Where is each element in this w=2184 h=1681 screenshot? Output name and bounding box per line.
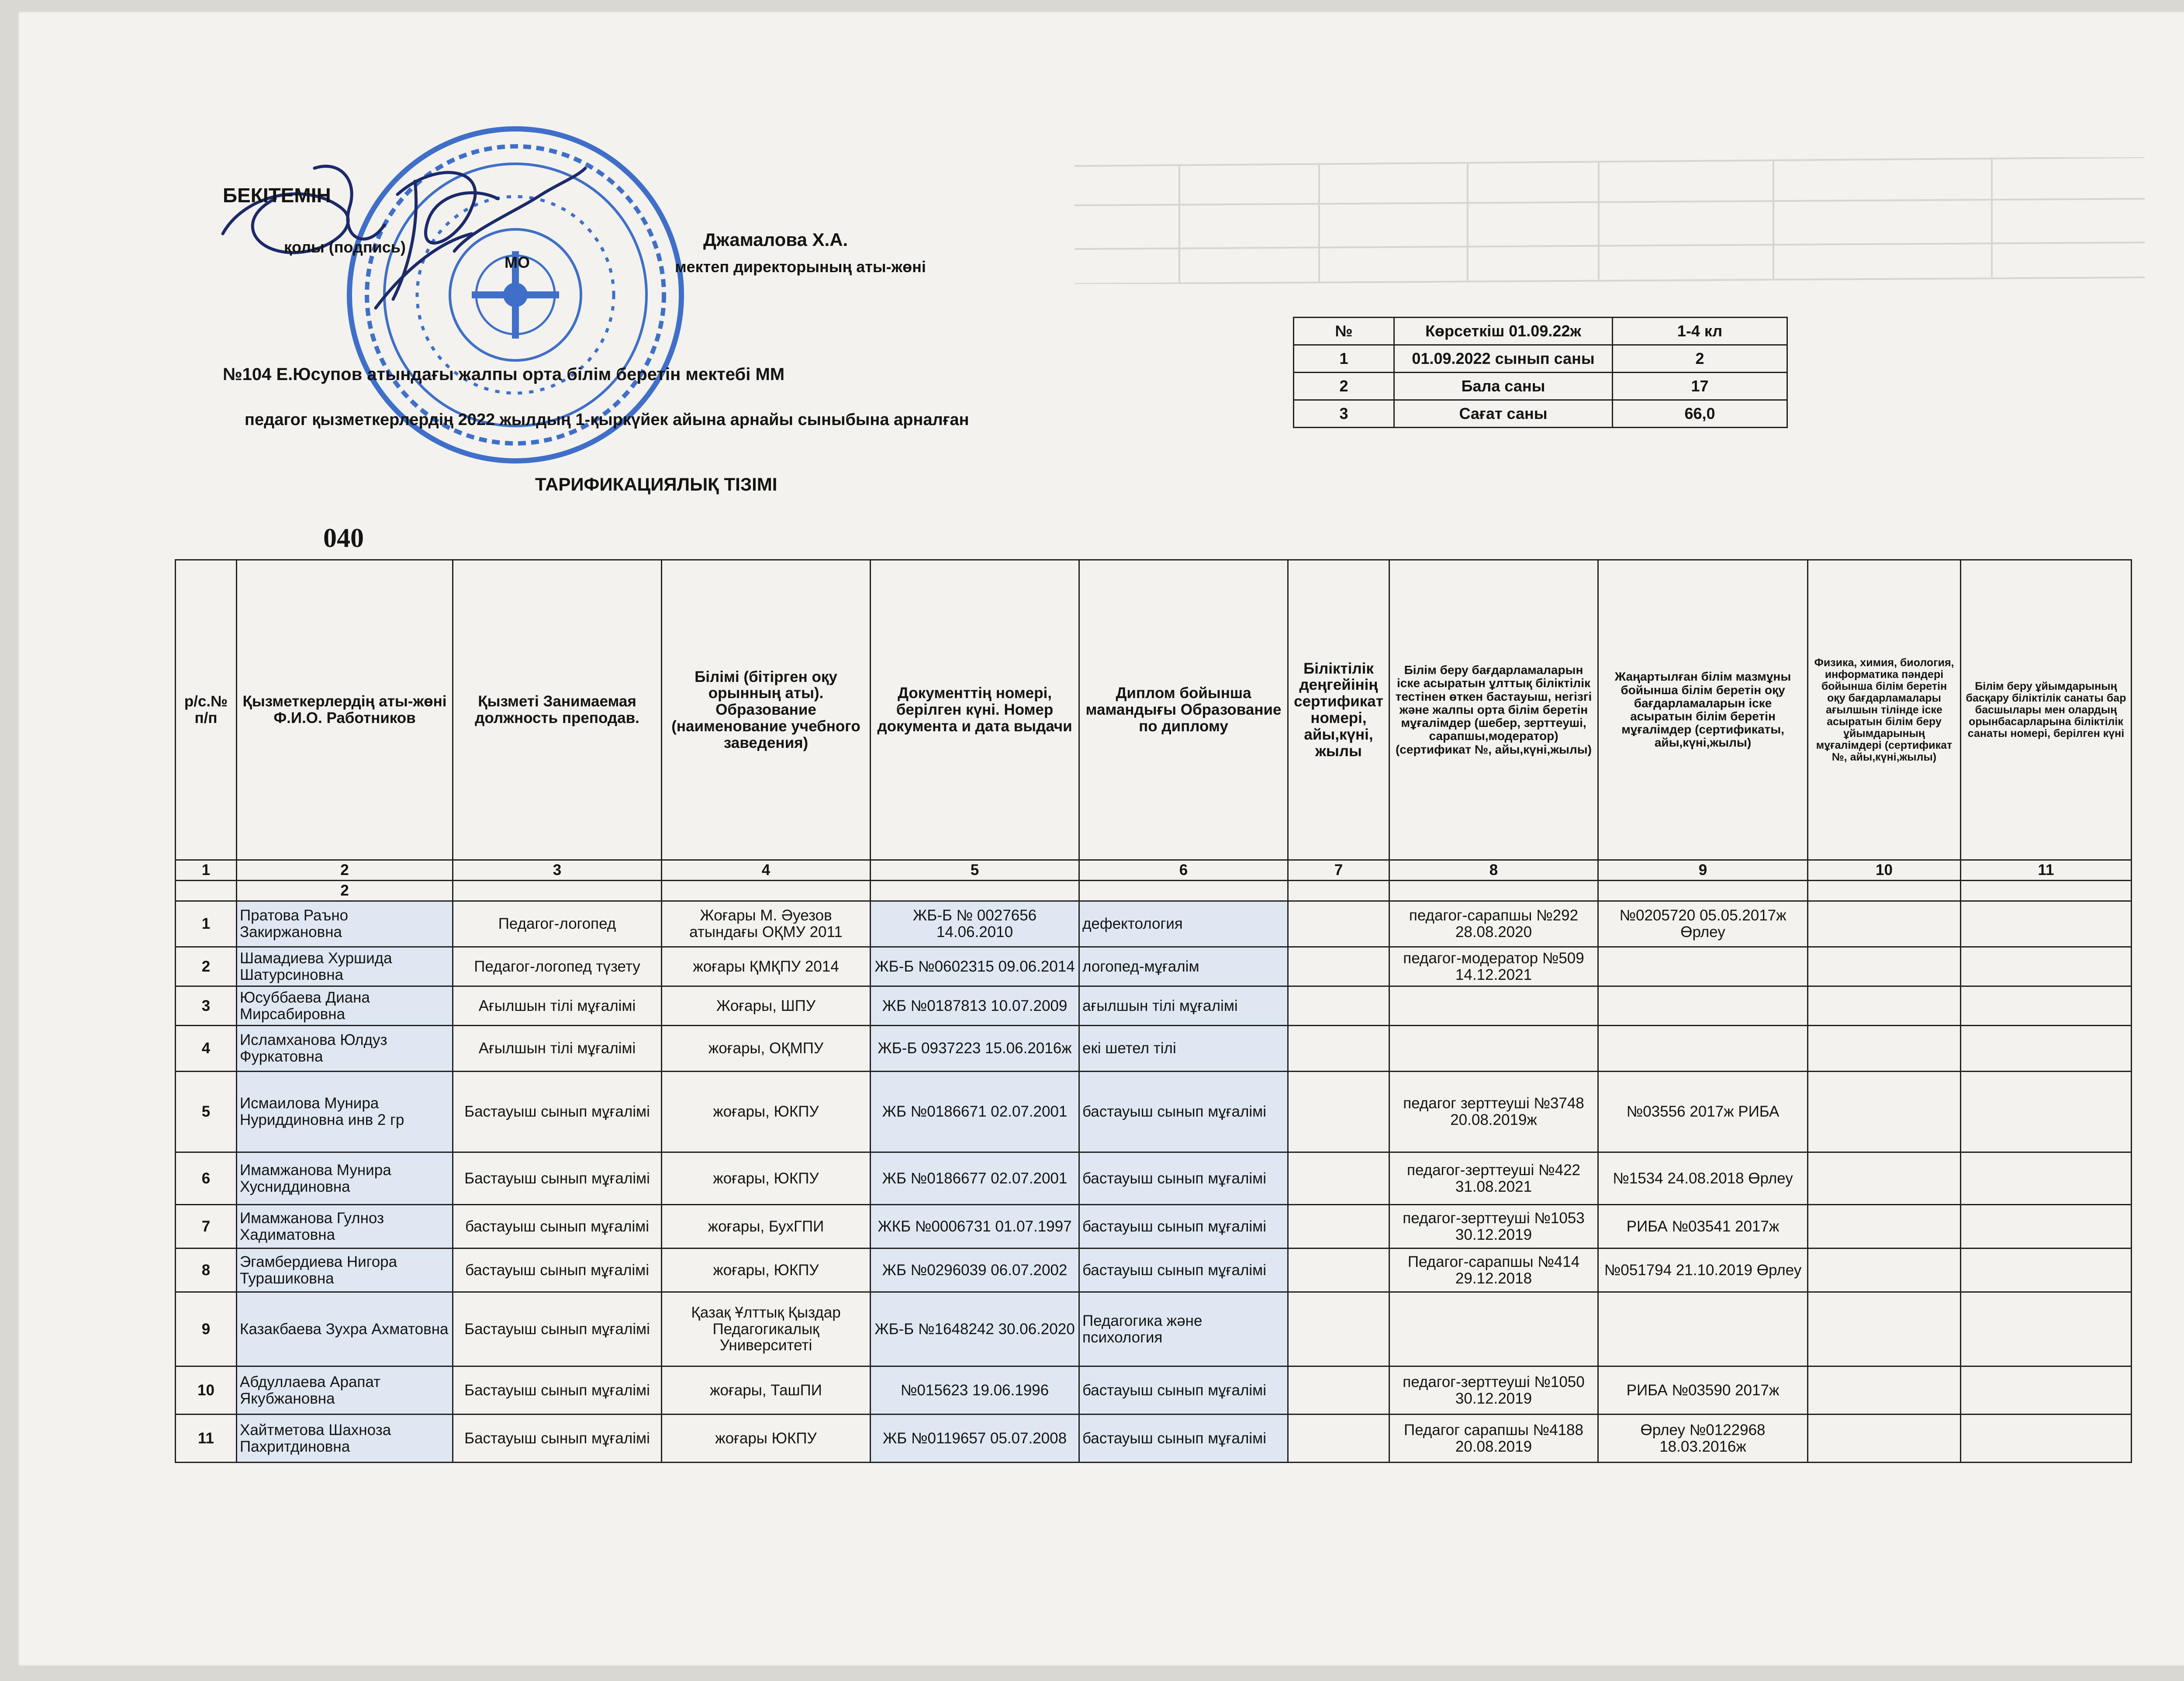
- updated-content-certificate: [1598, 947, 1808, 986]
- column-number: 9: [1598, 860, 1808, 881]
- national-test-category: [1389, 1292, 1598, 1366]
- employee-name: Хайтметова Шахноза Пахритдиновна: [237, 1415, 453, 1463]
- group-row: [176, 881, 2132, 901]
- column-number: 11: [1961, 860, 2132, 881]
- seal-caption: МО: [505, 253, 530, 271]
- document-sheet: [17, 11, 2184, 1667]
- updated-content-certificate: [1598, 1292, 1808, 1366]
- column-header: Диплом бойынша мамандығы Образование по диплому: [1079, 560, 1288, 860]
- column-number: 7: [1288, 860, 1389, 881]
- table-row: [176, 1415, 2132, 1463]
- column-header: Қызметі Занимаемая должность преподав.: [453, 560, 662, 860]
- column-number-row: [176, 860, 2132, 881]
- position: бастауыш сынып мұғалімі: [453, 1249, 662, 1292]
- summary-cell: 2: [1613, 345, 1787, 373]
- diploma-specialty: ағылшын тілі мұғалімі: [1079, 986, 1288, 1026]
- employee-name: Имамжанова Мунира Хусниддиновна: [237, 1152, 453, 1205]
- employee-name: Исмаилова Мунира Нуриддиновна инв 2 гр: [237, 1072, 453, 1152]
- column-number: 5: [871, 860, 1079, 881]
- table-row: [176, 947, 2132, 986]
- document-number: ЖКБ №0006731 01.07.1997: [871, 1205, 1079, 1249]
- position: Ағылшын тілі мұғалімі: [453, 986, 662, 1026]
- updated-content-certificate: [1598, 1026, 1808, 1072]
- english-subjects-certificate: [1808, 1292, 1961, 1366]
- table-row: [176, 986, 2132, 1026]
- column-number: 3: [453, 860, 662, 881]
- column-header: Қызметкерлердің аты-жөні Ф.И.О. Работников: [237, 560, 453, 860]
- position: бастауыш сынып мұғалімі: [453, 1205, 662, 1249]
- management-category: [1961, 986, 2132, 1026]
- english-subjects-certificate: [1808, 1366, 1961, 1415]
- qualification-certificate: [1288, 1366, 1389, 1415]
- management-category: [1961, 1292, 2132, 1366]
- row-number: 10: [176, 1366, 237, 1415]
- column-header: Физика, химия, биология, информатика пәндері бойынша білім беретін оқу бағдарламалары ағылшын тілінде іске асыратын білім беру ұйымдарының мұғалімдері (сертификат №, айы,күні,жылы): [1808, 560, 1961, 860]
- table-row: [176, 1152, 2132, 1205]
- position: Бастауыш сынып мұғалімі: [453, 1292, 662, 1366]
- qualification-certificate: [1288, 1072, 1389, 1152]
- summary-cell: 1: [1294, 345, 1394, 373]
- employee-name: Шамадиева Хуршида Шатурсиновна: [237, 947, 453, 986]
- document-number: ЖБ №0187813 10.07.2009: [871, 986, 1079, 1026]
- document-title: ТАРИФИКАЦИЯЛЫҚ ТІЗІМІ: [535, 474, 778, 495]
- signature-icon: [210, 142, 594, 325]
- employee-name: Пратова Раъно Закиржановна: [237, 901, 453, 947]
- education: Жоғары, ШПУ: [662, 986, 871, 1026]
- summary-header-cell: 1-4 кл: [1613, 318, 1787, 345]
- row-number: 11: [176, 1415, 237, 1463]
- document-number: ЖБ №0186677 02.07.2001: [871, 1152, 1079, 1205]
- document-number: ЖБ-Б №0602315 09.06.2014: [871, 947, 1079, 986]
- summary-cell: 66,0: [1613, 400, 1787, 428]
- table-row: [176, 1366, 2132, 1415]
- column-header: Документтің номері, берілген күні. Номер документа и дата выдачи: [871, 560, 1079, 860]
- column-number: 10: [1808, 860, 1961, 881]
- position: Бастауыш сынып мұғалімі: [453, 1152, 662, 1205]
- updated-content-certificate: РИБА №03541 2017ж: [1598, 1205, 1808, 1249]
- row-number: 5: [176, 1072, 237, 1152]
- national-test-category: [1389, 1026, 1598, 1072]
- summary-cell: 2: [1294, 373, 1394, 400]
- column-header: Жаңартылған білім мазмұны бойынша білім беретін оқу бағдарламаларын іске асыратын білім беретін мұғалімдер (сертификаты, айы,күні,жылы): [1598, 560, 1808, 860]
- column-header: Білім беру ұйымдарының басқару біліктілік санаты бар басшылары мен олардың орынбасарларына біліктілік санаты номері, берілген күні: [1961, 560, 2132, 860]
- table-header-row: [176, 560, 2132, 860]
- diploma-specialty: бастауыш сынып мұғалімі: [1079, 1072, 1288, 1152]
- education: жоғары, ЮКПУ: [662, 1249, 871, 1292]
- education: жоғары, ОҚМПУ: [662, 1026, 871, 1072]
- group-cell: [1288, 881, 1389, 901]
- row-number: 4: [176, 1026, 237, 1072]
- updated-content-certificate: №1534 24.08.2018 Өрлеу: [1598, 1152, 1808, 1205]
- english-subjects-certificate: [1808, 1415, 1961, 1463]
- education: жоғары ҚМҚПУ 2014: [662, 947, 871, 986]
- employee-name: Исламханова Юлдуз Фуркатовна: [237, 1026, 453, 1072]
- column-number: 6: [1079, 860, 1288, 881]
- column-header: Білімі (бітірген оқу орынның аты). Образование (наименование учебного заведения): [662, 560, 871, 860]
- summary-row: [1294, 345, 1787, 373]
- employee-name: Имамжанова Гулноз Хадиматовна: [237, 1205, 453, 1249]
- english-subjects-certificate: [1808, 1072, 1961, 1152]
- national-test-category: педагог зерттеуші №3748 20.08.2019ж: [1389, 1072, 1598, 1152]
- row-number: 7: [176, 1205, 237, 1249]
- document-number: 040: [323, 523, 364, 553]
- diploma-specialty: бастауыш сынып мұғалімі: [1079, 1249, 1288, 1292]
- table-row: [176, 1292, 2132, 1366]
- employee-name: Юсуббаева Диана Мирсабировна: [237, 986, 453, 1026]
- director-caption: мектеп директорының аты-жөні: [675, 258, 926, 276]
- management-category: [1961, 1249, 2132, 1292]
- national-test-category: педагог-зерттеуші №422 31.08.2021: [1389, 1152, 1598, 1205]
- position: Бастауыш сынып мұғалімі: [453, 1072, 662, 1152]
- summary-cell: 3: [1294, 400, 1394, 428]
- position: Бастауыш сынып мұғалімі: [453, 1366, 662, 1415]
- english-subjects-certificate: [1808, 901, 1961, 947]
- education: жоғары, ТашПИ: [662, 1366, 871, 1415]
- qualification-certificate: [1288, 1249, 1389, 1292]
- document-number: №015623 19.06.1996: [871, 1366, 1079, 1415]
- table-row: [176, 1249, 2132, 1292]
- education: жоғары, БухГПИ: [662, 1205, 871, 1249]
- english-subjects-certificate: [1808, 1152, 1961, 1205]
- group-cell: [1808, 881, 1961, 901]
- diploma-specialty: бастауыш сынып мұғалімі: [1079, 1152, 1288, 1205]
- updated-content-certificate: РИБА №03590 2017ж: [1598, 1366, 1808, 1415]
- management-category: [1961, 1072, 2132, 1152]
- row-number: 6: [176, 1152, 237, 1205]
- table-row: [176, 1072, 2132, 1152]
- education: Қазақ Ұлттық Қыздар Педагогикалық Университеті: [662, 1292, 871, 1366]
- national-test-category: [1389, 986, 1598, 1026]
- english-subjects-certificate: [1808, 947, 1961, 986]
- staff-subtitle: педагог қызметкерлердің 2022 жылдың 1-қыркүйек айына арнайы сыныбына арналған: [245, 411, 969, 429]
- management-category: [1961, 1205, 2132, 1249]
- row-number: 1: [176, 901, 237, 947]
- management-category: [1961, 1152, 2132, 1205]
- document-number: ЖБ №0119657 05.07.2008: [871, 1415, 1079, 1463]
- updated-content-certificate: №051794 21.10.2019 Өрлеу: [1598, 1249, 1808, 1292]
- document-number: ЖБ-Б № 0027656 14.06.2010: [871, 901, 1079, 947]
- summary-header-row: [1294, 318, 1787, 345]
- summary-header-cell: №: [1294, 318, 1394, 345]
- qualification-certificate: [1288, 901, 1389, 947]
- management-category: [1961, 901, 2132, 947]
- education: жоғары, ЮКПУ: [662, 1152, 871, 1205]
- table-row: [176, 1026, 2132, 1072]
- diploma-specialty: Педагогика және психология: [1079, 1292, 1288, 1366]
- position: Ағылшын тілі мұғалімі: [453, 1026, 662, 1072]
- signature-caption: қолы (подпись): [284, 238, 406, 256]
- diploma-specialty: екі шетел тілі: [1079, 1026, 1288, 1072]
- employee-name: Казакбаева Зухра Ахматовна: [237, 1292, 453, 1366]
- english-subjects-certificate: [1808, 1026, 1961, 1072]
- position: Педагог-логопед түзету: [453, 947, 662, 986]
- english-subjects-certificate: [1808, 986, 1961, 1026]
- table-row: [176, 901, 2132, 947]
- diploma-specialty: бастауыш сынып мұғалімі: [1079, 1205, 1288, 1249]
- column-header: Біліктілік деңгейінің сертификат номері, айы,күні, жылы: [1288, 560, 1389, 860]
- column-header: р/с.№ п/п: [176, 560, 237, 860]
- employee-name: Абдуллаева Арапат Якубжановна: [237, 1366, 453, 1415]
- document-number: ЖБ №0296039 06.07.2002: [871, 1249, 1079, 1292]
- summary-cell: Бала саны: [1394, 373, 1613, 400]
- updated-content-certificate: №03556 2017ж РИБА: [1598, 1072, 1808, 1152]
- national-test-category: педагог-зерттеуші №1050 30.12.2019: [1389, 1366, 1598, 1415]
- tariff-table: [175, 559, 2132, 1463]
- diploma-specialty: логопед-мұғалім: [1079, 947, 1288, 986]
- education: жоғары, ЮКПУ: [662, 1072, 871, 1152]
- qualification-certificate: [1288, 947, 1389, 986]
- position: Педагог-логопед: [453, 901, 662, 947]
- summary-cell: Сағат саны: [1394, 400, 1613, 428]
- national-test-category: педагог-модератор №509 14.12.2021: [1389, 947, 1598, 986]
- document-number: ЖБ-Б №1648242 30.06.2020: [871, 1292, 1079, 1366]
- row-number: 8: [176, 1249, 237, 1292]
- group-cell: [1389, 881, 1598, 901]
- group-cell: [1961, 881, 2132, 901]
- column-number: 2: [237, 860, 453, 881]
- column-number: 4: [662, 860, 871, 881]
- qualification-certificate: [1288, 1292, 1389, 1366]
- group-cell: [1079, 881, 1288, 901]
- position: Бастауыш сынып мұғалімі: [453, 1415, 662, 1463]
- summary-header-cell: Көрсеткіш 01.09.22ж: [1394, 318, 1613, 345]
- qualification-certificate: [1288, 986, 1389, 1026]
- row-number: 9: [176, 1292, 237, 1366]
- school-name: №104 Е.Юсупов атындағы жалпы орта білім беретін мектебі ММ: [223, 365, 785, 384]
- bleed-through-table: [1075, 157, 2145, 284]
- row-number: 2: [176, 947, 237, 986]
- group-cell: [453, 881, 662, 901]
- national-test-category: педагог-зерттеуші №1053 30.12.2019: [1389, 1205, 1598, 1249]
- updated-content-certificate: [1598, 986, 1808, 1026]
- group-cell: [1598, 881, 1808, 901]
- director-name: Джамалова Х.А.: [703, 229, 848, 250]
- english-subjects-certificate: [1808, 1249, 1961, 1292]
- summary-cell: 17: [1613, 373, 1787, 400]
- qualification-certificate: [1288, 1026, 1389, 1072]
- group-cell: [871, 881, 1079, 901]
- summary-row: [1294, 373, 1787, 400]
- management-category: [1961, 947, 2132, 986]
- group-cell: [662, 881, 871, 901]
- row-number: 3: [176, 986, 237, 1026]
- approve-label: БЕКІТЕМІН: [223, 184, 331, 207]
- column-number: 8: [1389, 860, 1598, 881]
- summary-cell: 01.09.2022 сынып саны: [1394, 345, 1613, 373]
- document-number: ЖБ-Б 0937223 15.06.2016ж: [871, 1026, 1079, 1072]
- national-test-category: педагог-сарапшы №292 28.08.2020: [1389, 901, 1598, 947]
- table-row: [176, 1205, 2132, 1249]
- management-category: [1961, 1366, 2132, 1415]
- group-cell: [176, 881, 237, 901]
- updated-content-certificate: №0205720 05.05.2017ж Өрлеу: [1598, 901, 1808, 947]
- qualification-certificate: [1288, 1415, 1389, 1463]
- diploma-specialty: бастауыш сынып мұғалімі: [1079, 1366, 1288, 1415]
- summary-row: [1294, 400, 1787, 428]
- national-test-category: Педагог-сарапшы №414 29.12.2018: [1389, 1249, 1598, 1292]
- management-category: [1961, 1415, 2132, 1463]
- updated-content-certificate: Өрлеу №0122968 18.03.2016ж: [1598, 1415, 1808, 1463]
- diploma-specialty: дефектология: [1079, 901, 1288, 947]
- qualification-certificate: [1288, 1205, 1389, 1249]
- qualification-certificate: [1288, 1152, 1389, 1205]
- document-number: ЖБ №0186671 02.07.2001: [871, 1072, 1079, 1152]
- group-label: 2: [237, 881, 453, 901]
- summary-table: [1293, 317, 1788, 428]
- diploma-specialty: бастауыш сынып мұғалімі: [1079, 1415, 1288, 1463]
- education: Жоғары М. Әуезов атындағы ОҚМУ 2011: [662, 901, 871, 947]
- english-subjects-certificate: [1808, 1205, 1961, 1249]
- column-header: Білім беру бағдарламаларын іске асыратын ұлттық біліктілік тестінен өткен бастауыш, негізгі және жалпы орта білім беретін мұғалімдер (шебер, зерттеуші, сарапшы,модератор)(сертификат №, айы,күні,жылы): [1389, 560, 1598, 860]
- education: жоғары ЮКПУ: [662, 1415, 871, 1463]
- management-category: [1961, 1026, 2132, 1072]
- column-number: 1: [176, 860, 237, 881]
- employee-name: Эгамбердиева Нигора Турашиковна: [237, 1249, 453, 1292]
- national-test-category: Педагог сарапшы №4188 20.08.2019: [1389, 1415, 1598, 1463]
